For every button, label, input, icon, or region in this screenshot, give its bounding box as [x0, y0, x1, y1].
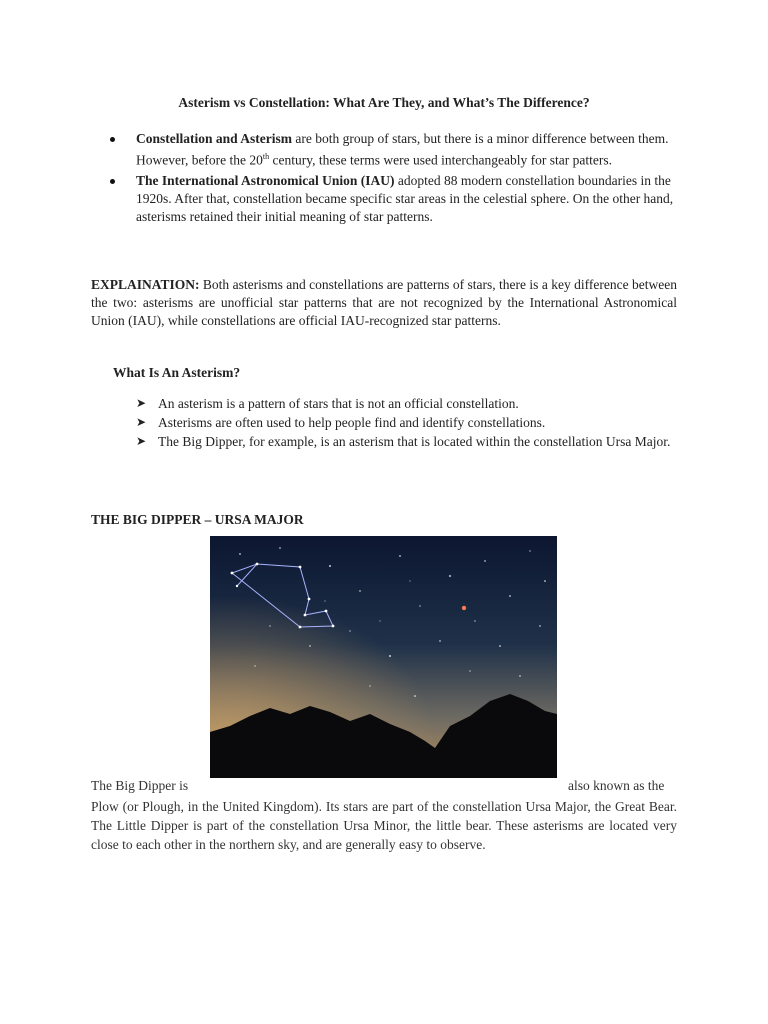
bullet-text: century, these terms were used interchangeably for star patters. — [269, 152, 612, 168]
caption-right: also known as the — [568, 778, 665, 793]
arrowhead-icon: ➤ — [136, 396, 147, 410]
bullet-text: are both group of stars, but there is a minor difference between them. However, before the 20 — [136, 131, 669, 168]
document-title: Asterism vs Constellation: What Are They, and What’s The Difference? — [178, 95, 590, 110]
bullet-text: adopted 88 modern constellation boundaries in the 1920s. After that, constellation became specific star areas in the celestial sphere. On the other hand, asterisms retained their initial meaning of star patterns. — [136, 172, 674, 224]
arrowhead-icon: ➤ — [136, 415, 147, 429]
bullet-bold-term: The International Astronomical Union (IAU) — [136, 172, 395, 188]
caption-left: The Big Dipper is — [91, 778, 189, 793]
list-item — [136, 432, 677, 451]
list-item-text: An asterism is a pattern of stars that is not an official constellation. — [158, 396, 519, 411]
bullet-item — [110, 172, 690, 226]
asterism-point-list — [136, 394, 677, 451]
asterism-heading: What Is An Asterism? — [113, 365, 241, 380]
bullet-bold-term: Constellation and Asterism — [136, 131, 293, 146]
intro-bullet-list — [110, 130, 690, 228]
section-heading: THE BIG DIPPER – URSA MAJOR — [91, 512, 304, 527]
closing-paragraph: Plow (or Plough, in the United Kingdom). Its stars are part of the constellation Ursa Major, the Great Bear. The Little Dipper is part of the constellation Ursa Minor, the little bear. These asterisms are located very close to each other in the northern sky, and are generally easy to observe. — [91, 799, 677, 852]
bullet-item — [110, 130, 690, 170]
red-star — [462, 606, 466, 610]
bullet-dot-icon — [110, 179, 115, 184]
explanation-paragraph — [91, 276, 677, 330]
bullet-dot-icon — [110, 137, 115, 142]
superscript: th — [262, 152, 270, 161]
list-item-text: The Big Dipper, for example, is an asterism that is located within the constellation Ursa Major. — [158, 434, 671, 449]
list-item — [136, 413, 677, 432]
explanation-label: EXPLAINATION: — [91, 277, 200, 292]
list-item-text: Asterisms are often used to help people find and identify constellations. — [158, 415, 546, 430]
explanation-text: Both asterisms and constellations are patterns of stars, there is a key difference between the two: asterisms are unofficial star patterns that are not recognized by the International Astronomical Union (IAU), while constellations are official IAU-recognized star patterns. — [91, 277, 677, 328]
arrowhead-icon: ➤ — [136, 434, 147, 448]
big-dipper-photo — [210, 536, 557, 778]
list-item — [136, 394, 677, 413]
